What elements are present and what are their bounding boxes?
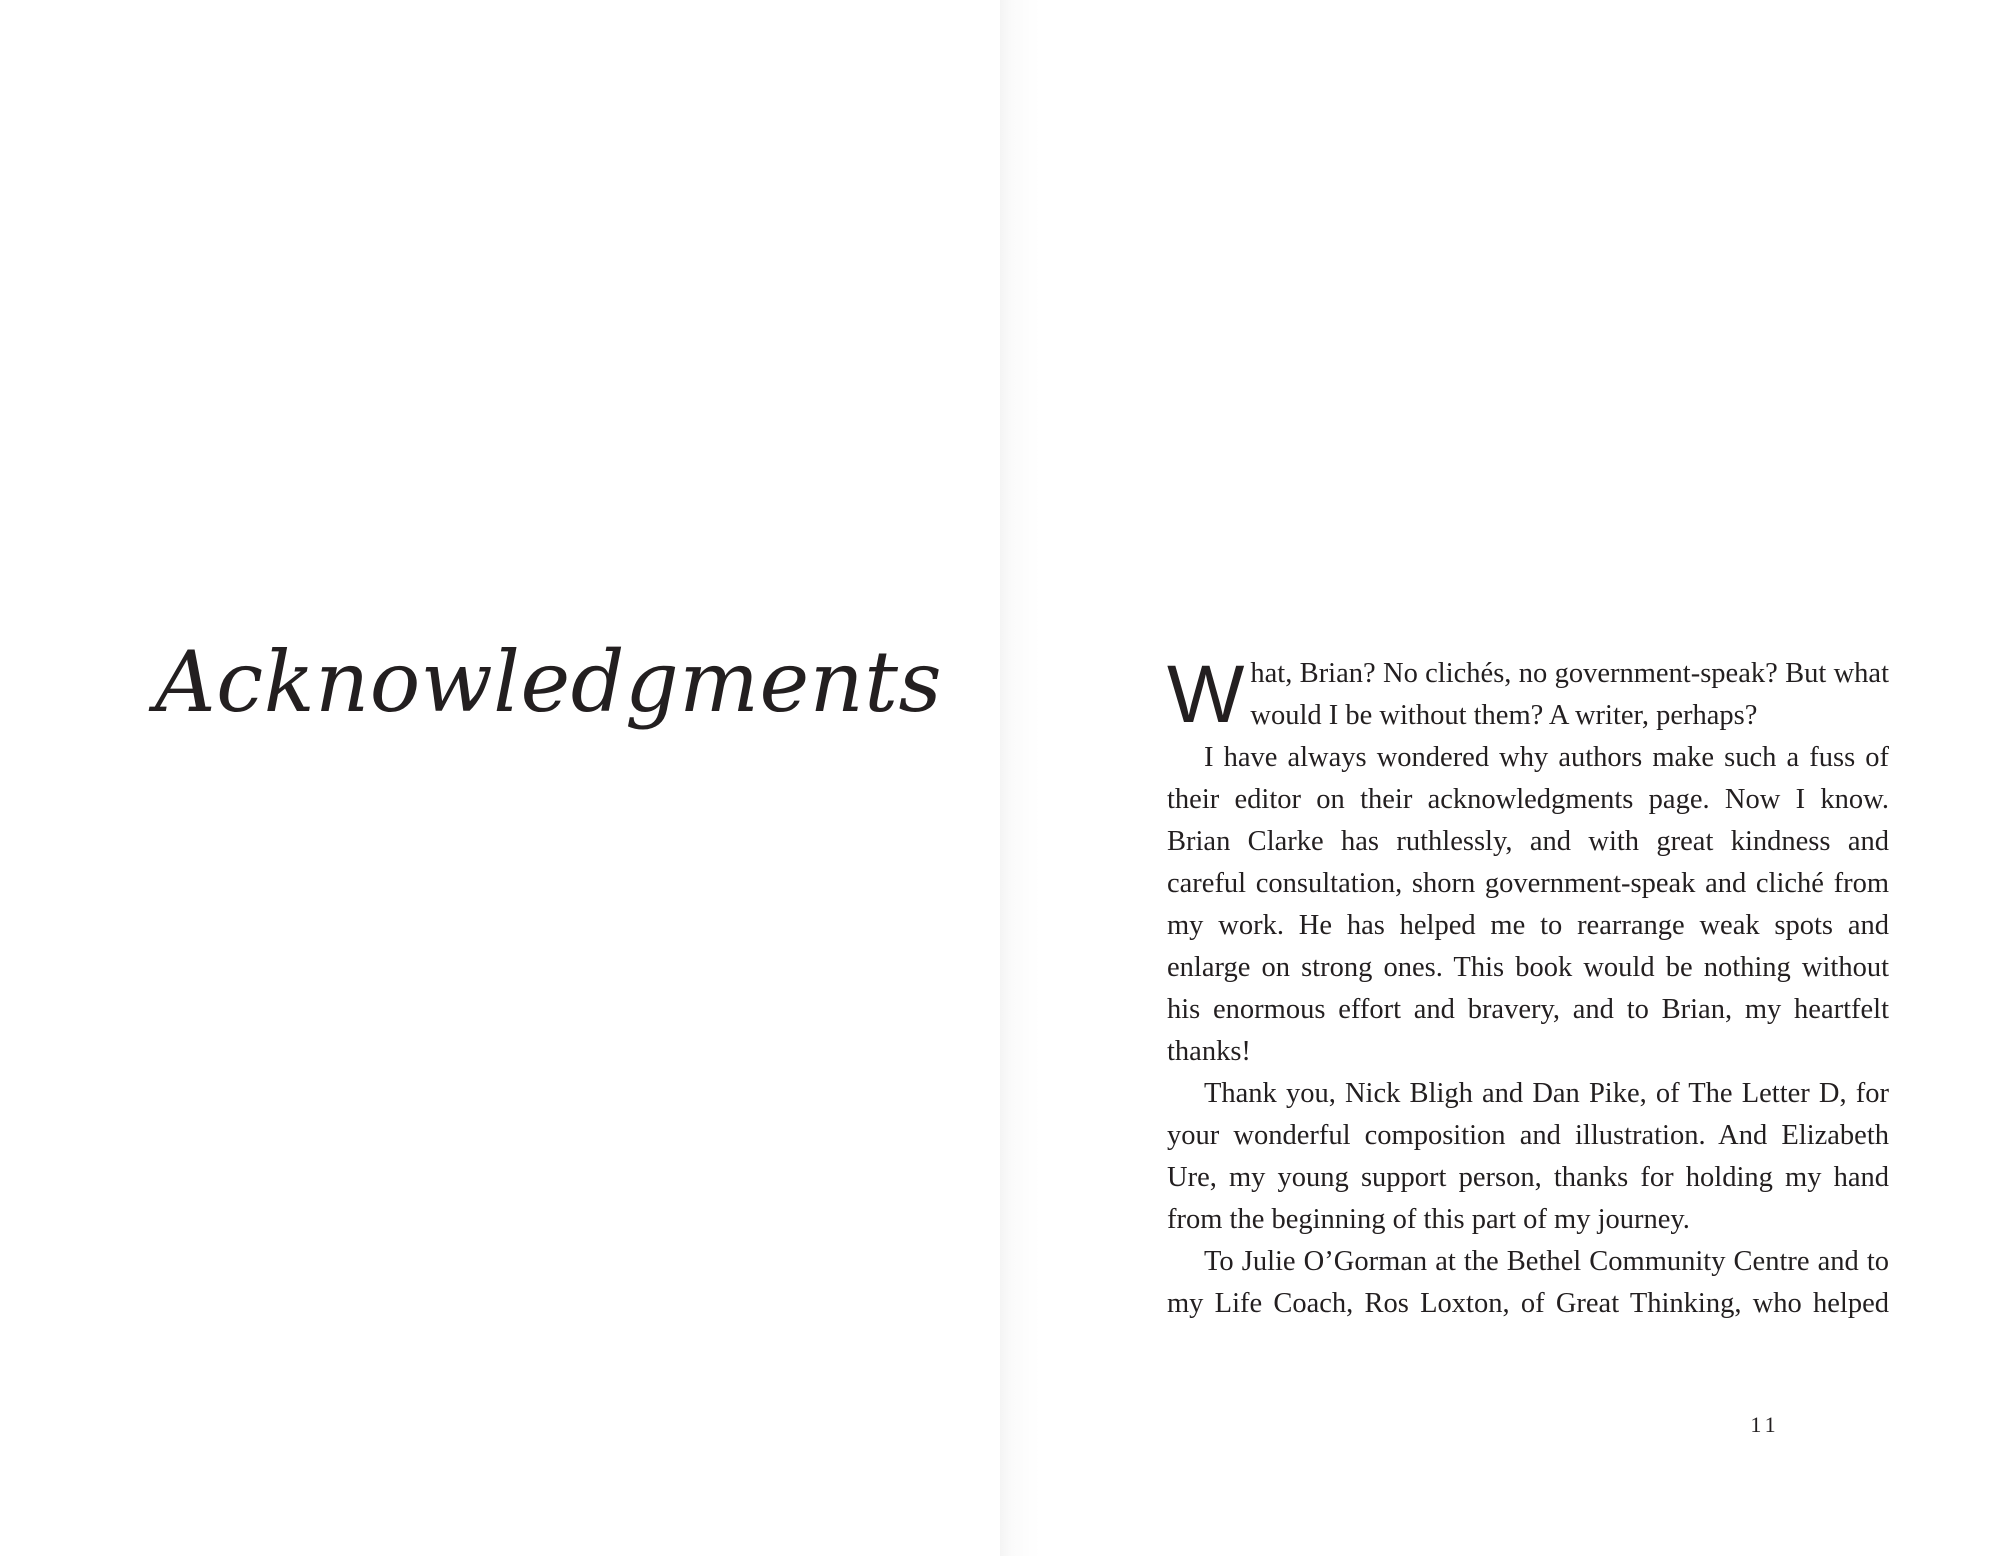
- body-text: [1167, 649, 1889, 1325]
- chapter-title: Acknowledgments: [155, 633, 943, 731]
- paragraph-opening-text: hat, Brian? No clichés, no government-speak? But what would I be without them? A writer, perhaps?: [1250, 658, 1889, 731]
- paragraph-community-thanks: To Julie O’Gorman at the Bethel Community Centre and to my Life Coach, Ros Loxton, of Great Thinking, who helped: [1167, 1246, 1889, 1319]
- paragraph-design-thanks: Thank you, Nick Bligh and Dan Pike, of The Letter D, for your wonderful composition and illustration. And Elizabeth Ure, my young support person, thanks for holding my hand from the beginning of this part of my journey.: [1167, 1078, 1889, 1235]
- paragraph-editor-thanks: I have always wondered why authors make such a fuss of their editor on their acknowledgments page. Now I know. Brian Clarke has ruthlessly, and with great kindness and careful consultation, shorn government-speak and cliché from my work. He has helped me to rearrange weak spots and enlarge on strong ones. This book would be nothing without his enormous effort and bravery, and to Brian, my heartfelt thanks!: [1167, 742, 1889, 1067]
- paragraph-opening: [1167, 649, 1889, 740]
- page-number: 11: [1750, 1412, 1780, 1437]
- right-page: [1000, 0, 2000, 1556]
- drop-cap: W: [1167, 649, 1245, 740]
